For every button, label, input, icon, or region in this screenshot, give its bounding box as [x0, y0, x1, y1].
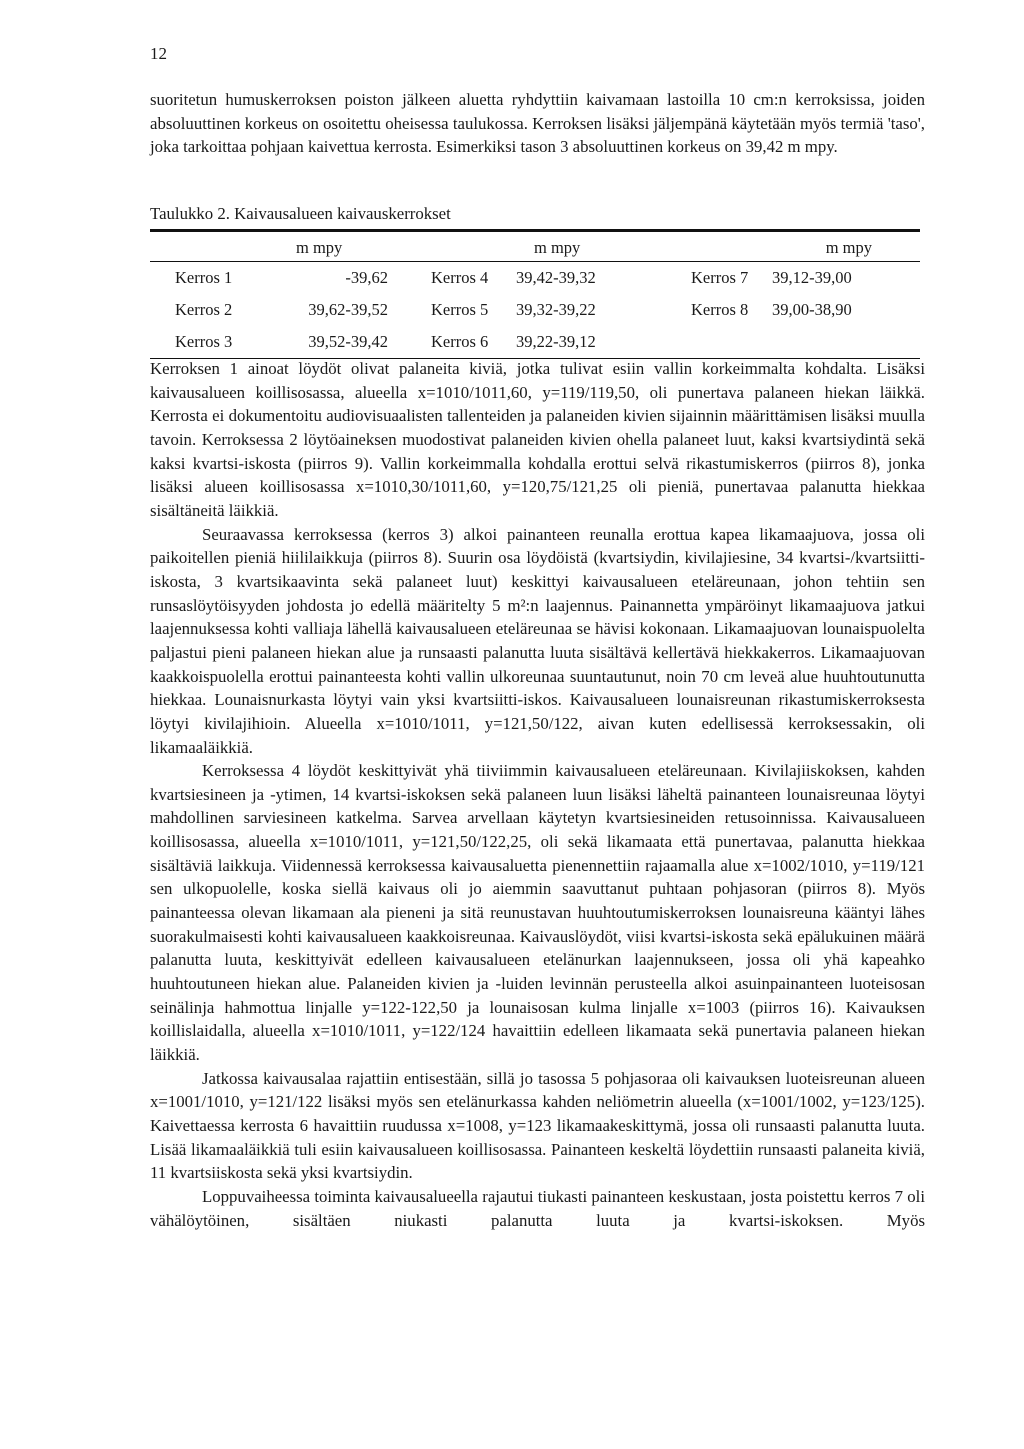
body-paragraph: Loppuvaiheessa toiminta kaivausalueella rajautui tiukasti painanteen keskustaan, josta poistettu kerros 7 oli vähälöytöinen, sisältäen niukasti palanutta luuta ja kvartsi-iskoksen. Myös: [150, 1186, 925, 1230]
layer-elevation: 39,12-39,00: [772, 268, 852, 287]
page-number: 12: [150, 44, 167, 63]
table-row: [150, 294, 920, 326]
table-header-row: [150, 231, 920, 262]
layer-name: Kerros 4: [431, 268, 489, 287]
layer-elevation: 39,22-39,12: [516, 326, 666, 359]
layer-name: [666, 326, 772, 359]
layer-name: Kerros 5: [431, 300, 489, 319]
layer-name: Kerros 6: [406, 326, 516, 359]
layer-elevation: [772, 326, 920, 359]
layer-elevation: -39,62: [345, 268, 388, 287]
unit-header-2: m mpy: [534, 237, 581, 257]
table-row: [150, 262, 920, 295]
body-paragraph: Jatkossa kaivausalaa rajattiin entisestään, sillä jo tasossa 5 pohjasoraa oli kaivauksen luoteisreunan alueen x=1001/1010, y=121/122 lisäksi myös sen etelänurkassa kahden neliömetrin alueella (x=1001/1002, y=123/125). Kaivettaessa kerrosta 6 havaittiin ruudussa x=1008, y=123 likamaakeskittymä, jossa oli runsaasti palanutta luuta. Lisää likamaaläikkiä tuli esiin kaivausalueen koillisosassa. Painanteen keskeltä löydettiin runsaasti palaneita kiviä, 11 kvartsiiskosta sekä yksi kvartsiydin.: [150, 1068, 925, 1183]
unit-header-3: m mpy: [825, 237, 872, 257]
layer-name: Kerros 1: [175, 268, 233, 287]
unit-header-1: m mpy: [296, 237, 343, 257]
body-paragraph: Kerroksessa 4 löydöt keskittyivät yhä tiiviimmin kaivausalueen eteläreunaan. Kivilajiiskoksen, kahden kvartsiesineen ja -ytimen, 14 kvartsi-iskoksen sekä palaneen luun lisäksi läheltä painanteen lounaisreunaa löytyi mahdollinen sarviesineen katkelma. Sarvea arvellaan käytetyn kvartsiesineiden retusoinnissa. Kaivausalueen koillisosassa, alueella x=1010/1011, y=121,50/122,25, oli sekä likamaata että punertavaa, palanutta hiekkaa sisältäviä laikkuja. Viidennessä kerroksessa kaivausaluetta pienennettiin rajaamalla alue x=1002/1010, y=119/121 sen ulkopuolelle, koska siellä kaivaus oli jo aiemmin saavuttanut puhtaan pohjasoran (piirros 8). Myös painanteessa olevan likamaan ala pieneni ja sitä reunustavan huuhtoutumiskerroksen lounaisreuna kääntyi lähes suorakulmaisesti kohti kaivausalueen kaakkoisreunaa. Kaivauslöydöt, viisi kvartsi-iskosta sekä epälukuinen määrä palanutta luuta, keskittyivät edelleen kaivausalueen etelänurkan laajennukseen, jossa oli yhä kapeahko huuhtoutuneen hiekan alue. Palaneiden kivien ja -luiden levinnän perusteella alkoi asuinpainanteen luoteisosan seinälinja hahmottua linjalle y=122-122,50 ja lounaisosan kulma linjalle x=1003 (piirros 16). Kaivauksen koillislaidalla, alueella x=1010/1011, y=122/124 havaittiin edelleen likamaata sekä punertavia palaneen hiekan läikkiä.: [150, 761, 925, 1065]
layer-name: Kerros 8: [691, 300, 749, 319]
layer-name: Kerros 7: [691, 268, 749, 287]
table-row: [150, 326, 920, 359]
excavation-layers-table: [150, 229, 920, 359]
layer-name: Kerros 3: [150, 326, 256, 359]
body-paragraph: Kerroksen 1 ainoat löydöt olivat palaneita kiviä, jotka tulivat esiin vallin korkeimmalta kohdalta. Lisäksi kaivausalueen koillisosassa, alueella x=1010/1011,60, y=119/119,50, oli punertava palaneen hiekan läikkä. Kerrosta ei dokumentoitu audiovisuaalisten tallenteiden ja palaneiden kivien sijainnin määrittämisen lisäksi muulla tavoin. Kerroksessa 2 löytöaineksen muodostivat palaneiden kivien ohella palaneet luut, kaksi kvartsiydintä sekä kaksi kvartsi-iskosta (piirros 9). Vallin korkeimmalla kohdalla erottui selvä rikastumiskerros (piirros 8), jonka lisäksi alueen koillisosassa x=1010,30/1011,60, y=120,75/121,25 oli pieniä, punertavaa palanutta hiekkaa sisältäneitä läikkiä.: [150, 359, 925, 520]
layer-elevation: 39,32-39,22: [516, 300, 596, 319]
body-paragraph: Seuraavassa kerroksessa (kerros 3) alkoi painanteen reunalla erottua kapea likamaajuova, jossa oli paikoitellen pieniä hiililaikkuja (piirros 8). Suurin osa löydöistä (kvartsiydin, kivilajiesine, 34 kvartsi-/kvartsiitti-iskosta, 3 kvartsikaavinta sekä palaneet luut) keskittyi kaivausalueen eteläreunaan, johon tehtiin sen runsaslöytöisyyden johdosta jo edellä määritelty 5 m²:n laajennus. Painannetta ympäröinyt likamaajuova jatkui laajennuksessa kohti valliaja lähellä kaivausalueen eteläreunaa se hävisi kokonaan. Likamaajuovan lounaispuolelta paljastui pieni palaneen hiekan alue ja runsaasti palanutta luuta sisältävä kellertävä hiekkakerros. Likamaajuovan kaakkoispuolella erottui painanteesta kohti vallin ulkoreunaa suuntautunut, noin 70 cm leveä alue huuhtoutunutta hiekkaa. Lounaisnurkasta löytyi vain yksi kvartsiitti-iskos. Kaivausalueen lounaisreunan rikastumiskerroksesta löytyi kivilajihioin. Alueella x=1010/1011, y=121,50/122, aivan kuten edellisessä kerroksessakin, oli likamaaläikkiä.: [150, 524, 925, 757]
layer-elevation: 39,62-39,52: [308, 300, 388, 319]
layer-elevation: 39,52-39,42: [256, 326, 406, 359]
layer-name: Kerros 2: [175, 300, 233, 319]
layer-elevation: 39,00-38,90: [772, 300, 852, 319]
table-caption: Taulukko 2. Kaivausalueen kaivauskerrokset: [150, 204, 451, 223]
excavation-layers-table-container: [150, 229, 920, 359]
intro-paragraph: suoritetun humuskerroksen poiston jälkeen aluetta ryhdyttiin kaivamaan lastoilla 10 cm:n kerroksissa, joiden absoluuttinen korkeus on osoitettu oheisessa taulukossa. Kerroksen lisäksi jäljempänä käytetään myös termiä 'taso', joka tarkoittaa pohjaan kaivettua kerrosta. Esimerkiksi tason 3 absoluuttinen korkeus on 39,42 m mpy.: [150, 90, 925, 157]
body-text: [150, 357, 925, 1232]
layer-elevation: 39,42-39,32: [516, 268, 596, 287]
